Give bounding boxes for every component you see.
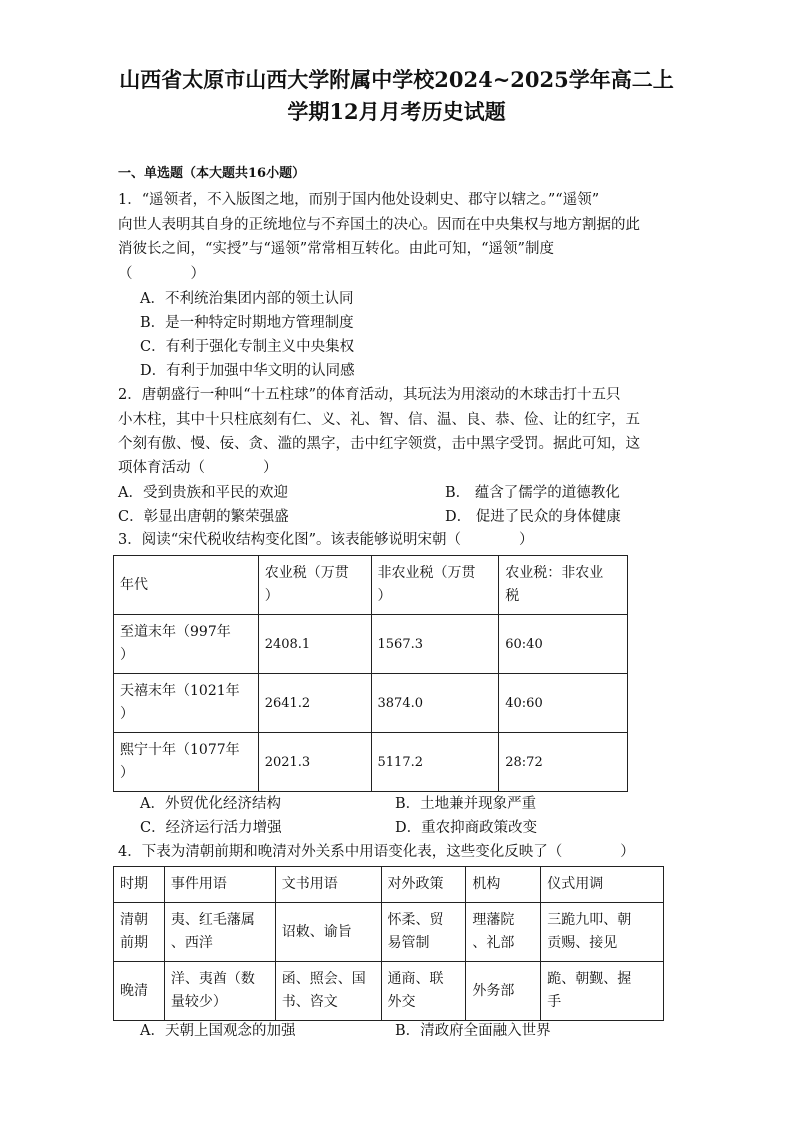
q3-header-agri-tax: 农业税（万贯 ）: [258, 556, 371, 615]
q3-row2-nonagri: 3874.0: [371, 674, 499, 733]
q3-row3-nonagri: 5117.2: [371, 733, 499, 792]
q4-row1-document: 诏敕、谕旨: [275, 903, 381, 962]
q3-row1-era: 至道末年（997年 ）: [114, 615, 259, 674]
q3-row3-era: 熙宁十年（1077年 ）: [114, 733, 259, 792]
table-row: [114, 674, 628, 733]
q3-row2-era: 天禧末年（1021年 ）: [114, 674, 259, 733]
q3-row1-agri: 2408.1: [258, 615, 371, 674]
q2-option-a: A．受到贵族和平民的欢迎: [118, 485, 288, 501]
q4-row2-event: 洋、夷酋（数 量较少）: [164, 962, 275, 1021]
q4-option-a: A．天朝上国观念的加强: [140, 1023, 296, 1039]
q4-option-b: B．清政府全面融入世界: [395, 1023, 551, 1039]
q4-row1-period: 清朝 前期: [114, 903, 165, 962]
q4-header-foreign-policy: 对外政策: [381, 867, 466, 903]
page-title-line-2: 学期12月月考历史试题: [287, 99, 506, 124]
table-row: [114, 903, 664, 962]
q3-row1-ratio: 60:40: [499, 615, 628, 674]
table-row: [114, 615, 628, 674]
q4-row1-event: 夷、红毛藩属 、西洋: [164, 903, 275, 962]
q3-option-a: A．外贸优化经济结构: [140, 796, 281, 812]
q1-option-b: B．是一种特定时期地方管理制度: [140, 315, 354, 331]
q3-header-era: 年代: [114, 556, 259, 615]
q4-header-document-terms: 文书用语: [275, 867, 381, 903]
table-row: [114, 962, 664, 1021]
q2-option-c: C．彰显出唐朝的繁荣强盛: [118, 509, 289, 525]
q3-row1-nonagri: 1567.3: [371, 615, 499, 674]
q1-stem-line-2: 向世人表明其自身的正统地位与不弃国土的决心。因而在中央集权与地方割据的此: [118, 217, 640, 233]
q4-row1-policy: 怀柔、贸 易管制: [381, 903, 466, 962]
q3-row3-ratio: 28:72: [499, 733, 628, 792]
q3-option-c: C．经济运行活力增强: [140, 820, 282, 836]
q2-stem-line-1: 2．唐朝盛行一种叫“十五柱球”的体育活动，其玩法为用滚动的木球击打十五只: [118, 387, 621, 403]
q4-header-institution: 机构: [466, 867, 541, 903]
q1-stem-line-4: （ ）: [118, 266, 205, 282]
q4-row2-period: 晚清: [114, 962, 165, 1021]
q1-stem-line-3: 消彼长之间，“实授”与“遥领”常常相互转化。由此可知，“遥领”制度: [118, 241, 554, 257]
q4-row1-institution: 理藩院 、礼部: [466, 903, 541, 962]
q3-option-b: B．土地兼并现象严重: [395, 796, 537, 812]
q4-row1-ceremony: 三跪九叩、朝 贡赐、接见: [541, 903, 664, 962]
q4-header-ceremony: 仪式用调: [541, 867, 664, 903]
q3-tax-table: [113, 555, 628, 792]
q1-option-a: A．不利统治集团内部的领土认同: [140, 291, 354, 307]
q3-header-row: [114, 556, 628, 615]
section-heading: 一、单选题（本大题共16小题）: [118, 166, 306, 181]
q4-header-event-terms: 事件用语: [164, 867, 275, 903]
q1-option-c: C．有利于强化专制主义中央集权: [140, 339, 355, 355]
q3-stem: 3．阅读“宋代税收结构变化图”。该表能够说明宋朝（ ）: [118, 532, 534, 548]
q4-row2-document: 函、照会、国 书、咨文: [275, 962, 381, 1021]
q1-option-d: D．有利于加强中华文明的认同感: [140, 363, 355, 379]
q3-header-nonagri-tax: 非农业税（万贯 ）: [371, 556, 499, 615]
q4-terms-table: [113, 866, 664, 1021]
q3-option-d: D．重农抑商政策改变: [395, 820, 538, 836]
page-title-line-1: 山西省太原市山西大学附属中学校2024~2025学年高二上: [119, 67, 674, 92]
q3-row2-ratio: 40:60: [499, 674, 628, 733]
q2-stem-line-4: 项体育活动（ ）: [118, 460, 278, 476]
q4-header-row: [114, 867, 664, 903]
q3-header-ratio: 农业税：非农业 税: [499, 556, 628, 615]
q3-row3-agri: 2021.3: [258, 733, 371, 792]
q2-stem-line-3: 个刻有傲、慢、佞、贪、滥的黑字，击中红字领赏，击中黑字受罚。据此可知，这: [118, 436, 640, 452]
table-row: [114, 733, 628, 792]
q4-header-period: 时期: [114, 867, 165, 903]
q2-option-b: B． 蕴含了儒学的道德教化: [445, 485, 620, 501]
q3-row2-agri: 2641.2: [258, 674, 371, 733]
q4-row2-institution: 外务部: [466, 962, 541, 1021]
q4-stem: 4．下表为清朝前期和晚清对外关系中用语变化表，这些变化反映了（ ）: [118, 844, 635, 860]
q1-stem-line-1: 1．“遥领者，不入版图之地，而别于国内他处设刺史、郡守以辖之。”“遥领”: [118, 192, 600, 208]
q4-row2-ceremony: 跪、朝觐、握 手: [541, 962, 664, 1021]
q4-row2-policy: 通商、联 外交: [381, 962, 466, 1021]
q2-stem-line-2: 小木柱，其中十只柱底刻有仁、义、礼、智、信、温、良、恭、俭、让的红字，五: [118, 412, 640, 428]
q2-option-d: D． 促进了民众的身体健康: [445, 509, 621, 525]
